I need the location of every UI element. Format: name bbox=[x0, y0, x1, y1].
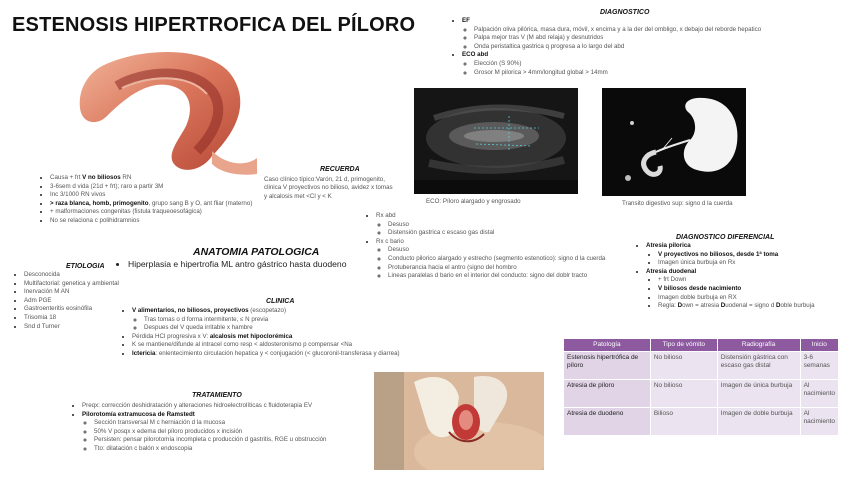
ultrasound-image bbox=[414, 88, 578, 194]
etiologia-item: ▪ Snd d Turner bbox=[24, 323, 134, 332]
table-cell: Al nacimiento bbox=[800, 380, 838, 408]
ef-item: ◦ Onda peristaltica gastrica q progresa a lo largo del abd bbox=[474, 43, 842, 52]
rx-bario-item: ◦ Lineas paralelas d bario en el interior del conducto: signo del doblr tracto bbox=[388, 272, 636, 281]
rx-abd-item: ◦ Distensión gastrica c escaso gas distal bbox=[388, 229, 636, 238]
clinica-perdida-bold: alcalosis met hipoclorémica bbox=[209, 332, 293, 340]
clinica-ictericia-rest: : enlentecimiento circulación hepatica y < conjugación (< glucoronil-transferasa y diarrea) bbox=[155, 349, 400, 357]
rx-abd-label: Rx abd bbox=[376, 212, 396, 219]
table-cell: Atresia de duodeno bbox=[564, 408, 651, 436]
etiologia-item: ▪ Multifactorial: genetica y ambiental bbox=[24, 280, 134, 289]
table-cell: Bilioso bbox=[650, 408, 717, 436]
table-cell: Distensión gástrica con escaso gas distal bbox=[717, 352, 800, 380]
table-cell: Estenosis hipertrófica de píloro bbox=[564, 352, 651, 380]
table-header: Radiografía bbox=[717, 339, 800, 352]
etiologia-header: ETIOLOGIA bbox=[66, 263, 105, 270]
clinica-k: ▪ K se mantiene/difunde al intracel como resp < aldosteronismo p compensar <Na bbox=[132, 341, 462, 350]
table-cell: 3-6 semanas bbox=[800, 352, 838, 380]
ef-item: ◦ Palpa mejor tras V (M abd relaja) y desnutridos bbox=[474, 34, 842, 43]
dd-atresia-pilorica: Atresia pilorica bbox=[646, 242, 691, 249]
ef-item: ◦ Palpación oliva pilórica, masa dura, móvil, x encima y a la der del ombligo, x debajo del reborde hepatico bbox=[474, 26, 842, 35]
etiologia-item: ▪ Gastroenteritis eosinófila bbox=[24, 305, 134, 314]
clinica-vomito-rest: (escopetazo) bbox=[248, 307, 287, 314]
causa-item: ▪ 3-6sem d vida (21d + frt); raro a partir 3M bbox=[50, 183, 300, 192]
clinica-ictericia-bold: Ictericia bbox=[132, 349, 156, 357]
eco-caption: ECO: Píloro alargado y engrosado bbox=[426, 198, 521, 205]
transito-caption: Transito digestivo sup: signo d la cuerda bbox=[622, 200, 733, 207]
table-header: Inicio bbox=[800, 339, 838, 352]
etiologia-item: ▪ Trisomia 18 bbox=[24, 314, 134, 323]
table-cell: Imagen de única burbuja bbox=[717, 380, 800, 408]
clinica-perdida-pre: Pérdida HCl progresiva x V: bbox=[132, 332, 210, 340]
table-header: Patología bbox=[564, 339, 651, 352]
causa-item: ▪ + malformaciones congenitas (fistula traqueoesofágica) bbox=[50, 208, 300, 217]
dd-atresia-pilorica-sub: V proyectivos no biliosos, desde 1ª toma bbox=[658, 250, 779, 258]
tratamiento-preqx: ▪ Preqx: corrección deshidratación y alteraciones hidroelectrolíticas c fluidoterapia EV bbox=[82, 402, 372, 411]
etiologia-list bbox=[14, 271, 134, 331]
dd-header: DIAGNOSTICO DIFERENCIAL bbox=[676, 234, 775, 241]
etiologia-item: ▪ Inervación M AN bbox=[24, 288, 134, 297]
dd-atresia-pilorica-sub: ▪ Imagen única burbuja en Rx bbox=[658, 259, 846, 268]
eco-item: ◦ Grosor M pilorica > 4mm/longitud global > 14mm bbox=[474, 69, 842, 78]
causa-item: ▪ Causa + frt V no biliosos RN bbox=[50, 174, 300, 183]
anatomia-header: ANATOMIA PATOLOGICA bbox=[193, 246, 320, 258]
eco-label: ECO abd bbox=[462, 51, 489, 59]
table-cell: No bilioso bbox=[650, 380, 717, 408]
table-row bbox=[564, 352, 839, 380]
dd-atresia-duodenal-sub: V biliosos desde nacimiento bbox=[658, 284, 742, 292]
dd-block bbox=[636, 242, 846, 311]
tratamiento-pilorotomia: Pilorotomía extramucosa de Ramstedt bbox=[82, 410, 195, 418]
clinica-vomito-sub: ◦ Despues del V queda irritable x hambre bbox=[144, 324, 462, 333]
anatomia-block bbox=[118, 259, 378, 270]
rx-bario-item: ◦ Conducto pilorico alargado y estrecho (segmento estenotico): signo d la cuerda bbox=[388, 255, 636, 264]
rx-bario-item: ◦ Protuberancia hacia el antro (signo del hombro bbox=[388, 264, 636, 273]
tratamiento-item: ◦ Sección transversal M c herniación d la mucosa bbox=[94, 419, 372, 428]
clinica-vomito-bold: V alimentarios, no biliosos, proyectivos bbox=[132, 307, 249, 314]
tratamiento-item: ◦ Persisten: pensar pilorotomía incompleta c producción d gastritis, RGE u obstrucción bbox=[94, 436, 372, 445]
table-row bbox=[564, 380, 839, 408]
tratamiento-item: ◦ 50% V posqx x edema del píloro producidos x incisión bbox=[94, 428, 372, 437]
causa-list bbox=[40, 174, 300, 226]
causa-item: ▪ > raza blanca, homb, primogenito, grupo sang B y O, ant fliar (materno) bbox=[50, 200, 300, 209]
ef-label: EF bbox=[462, 17, 470, 24]
recuerda-text: Caso clínico típico:Varón, 21 d, primogenito, clinica V proyectivos no bilioso, avidez x tomas y alcalosis met <Cl y < K bbox=[264, 176, 393, 200]
dd-atresia-duodenal-sub: ▪ Imagen doble burbuja en RX bbox=[658, 294, 846, 303]
rx-bario-label: Rx c bario bbox=[376, 237, 404, 245]
page-title: ESTENOSIS HIPERTROFICA DEL PÍLORO bbox=[12, 14, 416, 36]
recuerda-header: RECUERDA bbox=[320, 166, 360, 173]
table-header: Tipo de vómito bbox=[650, 339, 717, 352]
comparison-table bbox=[563, 338, 839, 436]
eco-item: ◦ Elección (S 90%) bbox=[474, 60, 842, 69]
table-row bbox=[564, 408, 839, 436]
dd-atresia-duodenal-sub: ▪ + frt Down bbox=[658, 276, 846, 285]
clinica-vomito-sub: ◦ Tras tomas o d forma intermitente, ≤ N previa bbox=[144, 316, 462, 325]
anatomia-item: • Hiperplasia e hipertrofia ML antro gástrico hasta duodeno bbox=[128, 259, 378, 270]
tratamiento-header: TRATAMIENTO bbox=[192, 392, 242, 399]
table-cell: Al nacimiento bbox=[800, 408, 838, 436]
dd-atresia-duodenal: Atresia duodenal bbox=[646, 267, 697, 275]
table-cell: Atresia de píloro bbox=[564, 380, 651, 408]
stomach-illustration bbox=[62, 46, 262, 176]
rx-abd-item: ◦ Desuso bbox=[388, 221, 636, 230]
clinica-header: CLINICA bbox=[266, 298, 295, 305]
table-cell: Imagen de doble burbuja bbox=[717, 408, 800, 436]
etiologia-item: ▪ Desconocida bbox=[24, 271, 134, 280]
barium-transit-image bbox=[602, 88, 746, 196]
causa-item: ▪ Inc 3/1000 RN vivos bbox=[50, 191, 300, 200]
causa-item: ▪ No se relaciona c polihidramnios bbox=[50, 217, 300, 226]
table-cell: No bilioso bbox=[650, 352, 717, 380]
tratamiento-item: ◦ Tto: dilatación c balón x endoscopia bbox=[94, 445, 372, 454]
diagnostico-block bbox=[452, 17, 842, 77]
etiologia-item: ▪ Adm PGE bbox=[24, 297, 134, 306]
clinica-block bbox=[122, 307, 462, 359]
surgery-photo bbox=[374, 372, 544, 470]
rx-bario-item: ◦ Desuso bbox=[388, 246, 636, 255]
diagnostico-header: DIAGNOSTICO bbox=[600, 9, 650, 16]
rx-block bbox=[366, 212, 636, 281]
tratamiento-block bbox=[72, 402, 372, 454]
dd-regla: ▪ Regla: Down = atresia Duodenal = signo d Doble burbuja bbox=[658, 302, 846, 311]
